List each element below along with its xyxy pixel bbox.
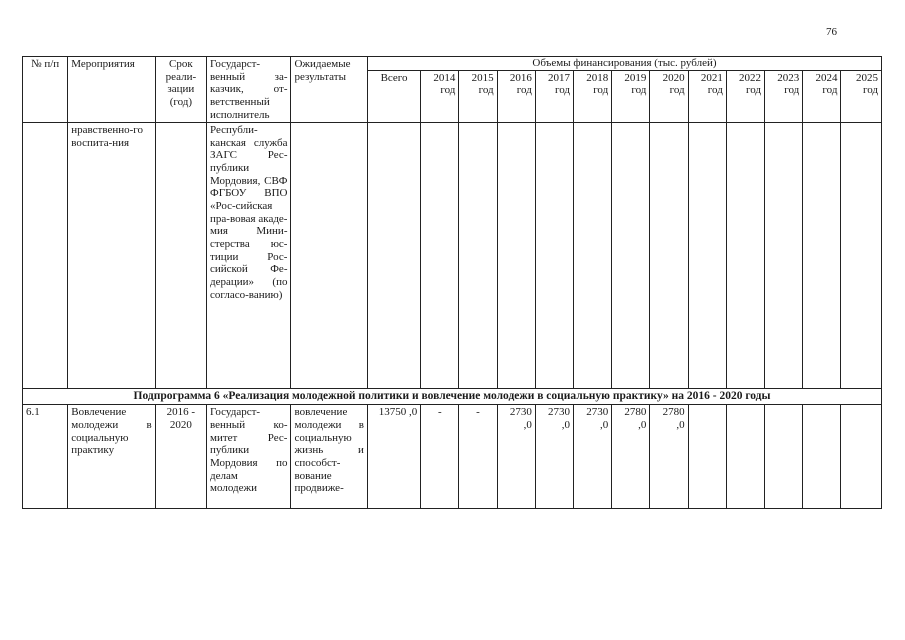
cell-total: 13750 ,0: [367, 405, 420, 509]
cell-year: [421, 123, 459, 389]
header-financing-title: Объемы финансирования (тыс. рублей): [367, 57, 881, 71]
cell-year-2020: 2780 ,0: [650, 405, 688, 509]
cell-year-2022: [726, 405, 764, 509]
cell-event: Вовлечение молодежи в социальную практику: [68, 405, 155, 509]
cell-term: [155, 123, 206, 389]
cell-year: [726, 123, 764, 389]
header-year: 2025 год: [841, 70, 882, 123]
cell-year: [535, 123, 573, 389]
cell-year-2014: -: [421, 405, 459, 509]
financing-table: [22, 56, 882, 509]
cell-term: 2016 - 2020: [155, 405, 206, 509]
cell-customer: Республи-канская служба ЗАГС Рес-публики Мордовия, СВФ ФГБОУ ВПО «Рос-сийская пра-вовая акаде-мия Мини-стерства юс-тиции Рос-сийской Фе-дерации» (по согласо-ванию): [207, 123, 291, 389]
cell-year: [650, 123, 688, 389]
header-year: 2021 год: [688, 70, 726, 123]
cell-year-2018: 2730 ,0: [574, 405, 612, 509]
cell-year-2024: [803, 405, 841, 509]
header-year: 2016 год: [497, 70, 535, 123]
cell-year: [497, 123, 535, 389]
cell-year: [841, 123, 882, 389]
cell-year: [612, 123, 650, 389]
header-year: 2023 год: [765, 70, 803, 123]
table-row: [23, 405, 882, 509]
cell-expected: вовлечение молодежи в социальную жизнь и способст-вование продвиже-: [291, 405, 367, 509]
cell-year-2015: -: [459, 405, 497, 509]
header-year: 2024 год: [803, 70, 841, 123]
cell-event: нравственно-го воспита-ния: [68, 123, 155, 389]
cell-year-2025: [841, 405, 882, 509]
cell-year-2021: [688, 405, 726, 509]
cell-year-2016: 2730 ,0: [497, 405, 535, 509]
cell-year-2019: 2780 ,0: [612, 405, 650, 509]
header-row: [23, 57, 882, 71]
header-year: 2022 год: [726, 70, 764, 123]
cell-year-2017: 2730 ,0: [535, 405, 573, 509]
cell-customer: Государст-венный ко-митет Рес-публики Мордовия по делам молодежи: [207, 405, 291, 509]
cell-year: [574, 123, 612, 389]
header-event: Мероприятия: [68, 57, 155, 123]
header-year: 2015 год: [459, 70, 497, 123]
cell-year: [765, 123, 803, 389]
header-year: 2017 год: [535, 70, 573, 123]
cell-year: [688, 123, 726, 389]
header-customer: Государст-венный за-казчик, от-ветственный исполнитель: [207, 57, 291, 123]
cell-year: [459, 123, 497, 389]
header-year: 2019 год: [612, 70, 650, 123]
cell-num: 6.1: [23, 405, 68, 509]
cell-year-2023: [765, 405, 803, 509]
cell-num: [23, 123, 68, 389]
header-expected: Ожидаемые результаты: [291, 57, 367, 123]
header-year: 2020 год: [650, 70, 688, 123]
cell-expected: [291, 123, 367, 389]
table-row: [23, 123, 882, 389]
cell-total: [367, 123, 420, 389]
cell-year: [803, 123, 841, 389]
subprogram-row: [23, 389, 882, 405]
header-num: № п/п: [23, 57, 68, 123]
header-term: Срок реали-зации (год): [155, 57, 206, 123]
header-year: 2014 год: [421, 70, 459, 123]
header-total: Всего: [367, 70, 420, 123]
page-number: 76: [826, 26, 837, 38]
header-year: 2018 год: [574, 70, 612, 123]
subprogram-title: Подпрограмма 6 «Реализация молодежной политики и вовлечение молодежи в социальную практику» на 2016 - 2020 годы: [23, 389, 882, 405]
